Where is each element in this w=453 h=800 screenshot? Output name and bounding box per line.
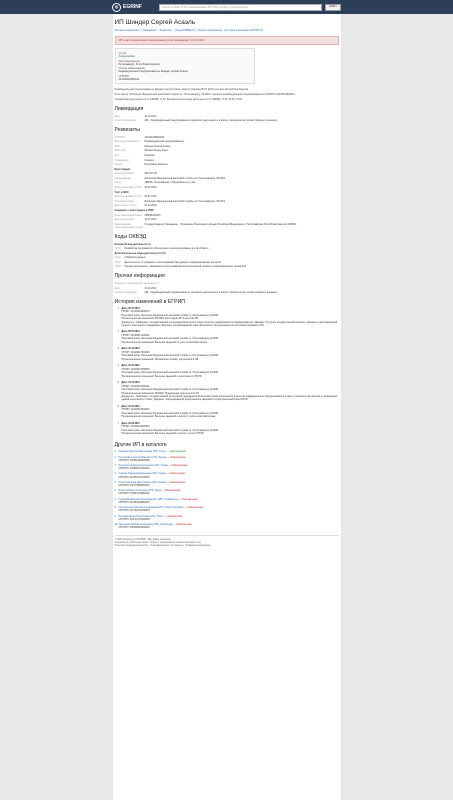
kv-value: Шиндер Сергей Асаэль <box>144 144 171 148</box>
history-reason: Причина внесения изменений: Исправление ошибки, допущенной в ПФ <box>121 358 199 361</box>
status-label: Статус: <box>118 52 128 56</box>
history-reason: Причина внесения изменений: Внесение сведений о снятии с учета в налоговом органе <box>121 416 216 419</box>
others-ogrn: ОГРНИП: 310450123700016 <box>118 475 150 479</box>
okved-desc: Прочая деятельность, связанная с использованием вычислительной техники и информационных технологий <box>124 265 247 269</box>
okved-code: 72.20 <box>114 247 121 250</box>
history-date-text: Дата: 05.07.2013 <box>121 308 140 310</box>
history-grn: ГРНИП: 413100117101621 <box>121 334 150 337</box>
kv-row <box>115 145 339 148</box>
others-list <box>115 450 339 529</box>
ogrnip-label: ОГРНИП: <box>118 74 130 78</box>
kv-row <box>115 204 339 207</box>
kv-key: Налоговый орган <box>114 199 134 203</box>
ogrnip-value: 313100118600014 <box>118 77 140 81</box>
anchor-link-summary[interactable]: Краткая информация <box>114 29 140 33</box>
okved-code: 72.60 <box>114 265 121 269</box>
kv-value: 05.07.2013 <box>144 185 157 189</box>
others-status: Ликвидирован <box>169 472 186 476</box>
kv-row <box>115 177 339 180</box>
others-status: Ликвидирован <box>166 514 183 518</box>
others-item <box>115 450 339 453</box>
okved-row <box>115 265 339 268</box>
place-value: Петрозаводск, Республика Карелия <box>118 62 160 66</box>
history-heading: История изменений в ЕГРИП <box>114 299 186 306</box>
others-line: Леонова Ирина Николаевна (ИП), Томск — Ликвидирован <box>118 514 183 518</box>
history-org: Налоговый орган: Инспекция Федеральной налоговой службы по г.Петрозаводску, 49-0001 <box>121 355 219 358</box>
okved-heading: Коды ОКВЭД <box>114 234 147 240</box>
requisites-heading: Реквизиты <box>114 127 140 134</box>
kv-value: 31.10.2013 <box>144 114 157 118</box>
kv-row <box>115 195 339 198</box>
others-ogrn: ОГРНИП: 304770808500213 <box>118 484 150 487</box>
others-number: 4. <box>114 472 117 476</box>
others-item <box>115 515 339 521</box>
kv-value: Государственное Учреждение - Управление Пенсионного фонда Российской Федерации в г.Петрозаводске Республики Карелия, 008001 <box>144 222 297 226</box>
kv-row <box>115 223 339 229</box>
liquidation-heading: Ликвидация <box>114 105 144 112</box>
logo-text: EGRINF <box>123 3 142 10</box>
history-item <box>118 382 339 402</box>
others-link[interactable]: Семёна Надежда Евгеньевна (ИП), Курган <box>118 472 166 476</box>
others-status: Ликвидирован <box>169 455 186 459</box>
history-number: 3. <box>117 348 120 351</box>
history-reason: Причина внесения изменений: Внесение сведений об учете в налоговом органе <box>121 341 208 344</box>
others-number: 9. <box>114 514 117 518</box>
anchor-link-liquidation[interactable]: Ликвидация <box>142 29 157 33</box>
kv-value: 31.10.2013 <box>144 286 157 290</box>
history-org: Налоговый орган: Инспекция Федеральной налоговой службы по г.Петрозаводску, 49-0001 <box>121 412 219 415</box>
kv-value: 201 - Индивидуальный предприниматель прекратил деятельность в связи с принятием им соответствующего решения <box>144 291 277 295</box>
kv-key: Дата регистрации ОГРН <box>114 185 142 189</box>
history-docs: Документы: • Заявление о государственной регистрации прекращения физическим лицом деятельности в качестве индивидуального предпринимателя в связи с принятием им решения о прекращении данной деятельности • Иное • Документ, подтверждающий представление сведений в территориальный орган ПФ РФ <box>121 396 337 402</box>
kv-key: Дата регистрации <box>114 218 135 222</box>
others-link[interactable]: Гусейнова Евгений Александрович (ИП), Ставрополь <box>118 497 178 501</box>
history-list <box>118 308 339 437</box>
other-info-section <box>115 282 339 294</box>
history-org: Налоговый орган: Инспекция Федеральной налоговой службы по г.Петрозаводску, 49-0001 <box>121 389 219 392</box>
kv-value: Мужской <box>144 153 155 157</box>
kv-value: 05.07.2013 <box>144 195 157 199</box>
history-reason: Причина внесения изменений: (P26001) Прекращение деятельности ИП <box>121 392 199 395</box>
others-number: 1. <box>114 450 117 454</box>
top-navigation-bar <box>0 0 453 14</box>
kv-key: Регистрационный номер <box>114 213 142 217</box>
kv-value: Инспекция Федеральной налоговой службы по г.Петрозаводску, 49-0001 <box>144 199 226 203</box>
full-name-value: Индивидуальный предприниматель Шиндер Сергей Асаэль <box>118 70 188 74</box>
others-status: Действующий <box>170 450 186 454</box>
kv-key: Вид предпринимателя <box>114 140 140 144</box>
kv-row <box>115 140 339 143</box>
others-number: 8. <box>114 506 117 510</box>
others-body <box>119 523 192 529</box>
history-grn: ГРНИП: 413100118604940 <box>121 409 150 412</box>
others-link[interactable]: Нестерова Алексей Иванович (ИП), Курган <box>118 455 167 459</box>
kv-value: Инспекция Федеральной налоговой службы по г.Петрозаводску, 49-0001 <box>144 176 226 180</box>
others-item <box>115 489 339 495</box>
others-ogrn: ОГРНИП: 312265136800022 <box>118 500 150 504</box>
others-status: Ликвидирован <box>171 464 188 467</box>
kv-row <box>115 186 339 189</box>
history-body <box>122 365 339 379</box>
main-content <box>113 14 341 800</box>
kv-key: Дата снятия с учёта <box>114 204 137 208</box>
others-body <box>119 489 181 495</box>
okved-row <box>115 256 339 259</box>
kv-key: Адрес <box>114 181 122 185</box>
others-status: Ликвидирован <box>169 480 186 484</box>
footer-line: Подписка на обновления сайта · Список с информацией административных лиц <box>114 542 201 545</box>
intro-paragraph: Основной вид деятельности по ОКВЭД: 72.30. Дополнительные виды деятельности по ОКВЭД: 72.30, 72.40, 72.60. <box>114 97 243 101</box>
history-body <box>122 348 339 362</box>
others-body <box>119 456 186 462</box>
others-item <box>115 481 339 487</box>
history-number: 6. <box>117 405 120 408</box>
others-ogrn: ОГРНИП: 304450106000269 <box>118 458 150 462</box>
others-link[interactable]: Тарнецкая Любовь Алексеевна (ИП), Краснодар <box>118 523 173 527</box>
others-link[interactable]: Болотов Борис Сергеевич (ИП), Тверь <box>118 489 162 493</box>
history-item <box>118 331 339 345</box>
others-item <box>115 456 339 462</box>
kv-key: Дата регистрации <box>114 172 135 176</box>
others-number: 7. <box>114 497 117 501</box>
history-item <box>118 365 339 379</box>
history-item <box>118 308 339 328</box>
others-item <box>115 498 339 504</box>
other-info-subtitle: Сведения о прекращении деятельности <box>114 282 159 286</box>
summary-card <box>115 48 255 84</box>
others-body <box>119 498 198 504</box>
breadcrumb: Краткая информация | Ликвидация | Реквизиты | Коды ОКВЭД (3) | Прочая информация | История изменений в ЕГРИП (7) <box>114 29 264 33</box>
others-number: 5. <box>114 480 117 484</box>
others-heading: Другие ИП в каталоге <box>114 441 167 448</box>
requisites-section <box>115 136 339 229</box>
kv-value: 12.07.2013 <box>144 218 157 222</box>
anchor-link-other[interactable]: Прочая информация <box>197 29 223 33</box>
others-status: Ликвидирован <box>187 506 204 510</box>
history-grn: ГРНИП: 313100118600014 <box>121 311 150 314</box>
history-org: Налоговый орган: Инспекция Федеральной налоговой службы по г.Петрозаводску, 49-0001 <box>121 314 219 317</box>
others-item <box>115 464 339 470</box>
others-line: Малаева Наталья Викторовна (ИП), Сургут — Действующий <box>118 450 186 454</box>
history-docs: Документы: • Заявление о государственной регистрации физического лица в качестве индивидуального предпринимателя • Документ об уплате государственной пошлины • Документ, удостоверяющий личность иностранного гражданина • Документ, подтверждающий право физического лица временно или постоянно проживать в РФ <box>121 321 337 327</box>
kv-key: ОГРНИП <box>114 135 125 139</box>
others-body <box>119 481 186 487</box>
others-link[interactable]: Малаева Наталья Викторовна (ИП), Сургут <box>118 450 167 454</box>
others-line: Семёна Надежда Евгеньевна (ИП), Курган — Ликвидирован <box>118 472 186 476</box>
others-link[interactable]: Пушилин Людмила Алексеевна (ИП), Пермь <box>118 464 168 467</box>
kv-key: Наименование <box>114 176 132 180</box>
okved-desc: Обработка данных <box>124 256 146 260</box>
okved-desc: Деятельность по созданию и использованию баз данных и информационных ресурсов <box>124 260 222 264</box>
footer <box>115 535 339 548</box>
history-org: Налоговый орган: Инспекция Федеральной налоговой службы по г.Петрозаводску, 49-0001 <box>121 429 219 432</box>
kv-value: Индивидуальный предприниматель <box>144 140 185 144</box>
kv-key: ФИО <box>114 144 120 148</box>
okved-row <box>115 247 339 250</box>
others-line: Пушилин Людмила Алексеевна (ИП), Пермь — Ликвидирован <box>118 464 188 467</box>
fns-subheading: Учёт в ФНС <box>114 191 129 195</box>
kv-value: 2013-07-05 <box>144 172 157 176</box>
history-date-text: Дата: 16.10.2013 <box>121 365 140 368</box>
others-body <box>119 450 186 453</box>
kv-value: 008001024679 <box>144 213 161 217</box>
footer-line: © 2020, Вопросы по ЕГРИНФ · Все права защищены <box>114 539 171 542</box>
anchor-link-history[interactable]: История изменений в ЕГРИП (7) <box>225 29 264 33</box>
kv-key: Способ ликвидации <box>114 291 137 295</box>
history-date-text: Дата: 31.10.2013 <box>121 382 140 385</box>
others-line: Нестерова Алексей Иванович (ИП), Курган — Ликвидирован <box>118 455 186 459</box>
history-number: 7. <box>117 422 120 425</box>
history-number: 5. <box>117 382 120 385</box>
others-ogrn: ОГРНИП: 307691178800046 <box>118 492 150 496</box>
other-info-heading: Прочая информация <box>114 273 165 280</box>
okved-main-label: Основной вид деятельности <box>114 242 151 246</box>
okved-section <box>115 243 339 269</box>
others-status: Ликвидирован <box>164 489 181 493</box>
others-number: 3. <box>114 464 117 467</box>
anchor-link-requisites[interactable]: Реквизиты <box>159 29 173 33</box>
history-body <box>122 406 339 420</box>
kv-key: Наименование территориального органа <box>114 222 143 229</box>
others-line: Тарнецкая Любовь Алексеевна (ИП), Краснодар — Ликвидирован <box>118 523 192 527</box>
others-item <box>115 523 339 529</box>
history-date-text: Дата: 31.10.2013 <box>121 405 140 408</box>
history-number: 2. <box>117 331 120 334</box>
history-number: 4. <box>117 365 120 368</box>
kv-row <box>115 163 339 166</box>
history-item <box>118 348 339 362</box>
history-grn: ГРНИП: 413100117065083 <box>121 368 150 371</box>
kv-value: Shinder Sergey Asael <box>144 149 168 153</box>
intro-paragraph: Регистратор "Инспекция Федеральной налоговой службы по г.Петрозаводску, 49-0001" присвоил индивидуальному предпринимателю ОГРНИП 313100118600014. <box>114 92 296 96</box>
kv-value: 185035, Петрозаводск г, Московская ул, д.12а <box>144 181 196 185</box>
others-line: Колесникова Анастасия Андреевна (ИП), Санкт-Петербург — Ликвидирован <box>118 506 204 510</box>
full-name-label: Полное наименование: <box>118 67 146 71</box>
kv-value: Республика Карелия <box>144 163 168 167</box>
others-link[interactable]: Леонова Ирина Николаевна (ИП), Томск <box>118 514 164 518</box>
others-body <box>119 506 204 512</box>
kv-row <box>115 159 339 162</box>
history-item <box>118 406 339 420</box>
status-value: Ликвидирован <box>118 55 136 59</box>
kv-key: Пол <box>114 153 119 157</box>
kv-row <box>115 200 339 203</box>
kv-row <box>115 291 339 294</box>
kv-row <box>115 136 339 139</box>
others-item <box>115 506 339 512</box>
others-body <box>119 515 183 521</box>
history-date-text: Дата: 15.10.2013 <box>121 348 140 351</box>
history-reason: Причина внесения изменений: Внесение сведений о регистрации в ПФ РФ <box>121 375 202 378</box>
kv-value: Израиль <box>144 158 154 162</box>
okved-desc: Разработка программного обеспечения и консультирование в этой области <box>124 247 209 250</box>
others-status: Ликвидирован <box>181 497 198 501</box>
others-status: Ликвидирован <box>175 523 192 527</box>
kv-key: Дата постановки на учёт <box>114 195 142 199</box>
history-body <box>122 423 339 437</box>
others-line: Болотская Анна Дмитриевна (ИП), Москва — Ликвидирован <box>118 480 186 484</box>
history-body <box>122 382 339 402</box>
okved-extra-label: Дополнительные виды деятельности (3) <box>114 252 166 256</box>
history-body <box>122 308 339 328</box>
other-info-sub <box>115 282 339 285</box>
kv-key: Гражданство <box>114 158 129 162</box>
kv-row <box>115 149 339 152</box>
registration-subheading: Регистрация <box>114 168 131 172</box>
history-date-text: Дата: 05.07.2013 <box>121 331 140 334</box>
place-label: Местонахождение: <box>118 59 141 63</box>
liquidation-alert: ИП в настоящее время ликвидирован (дата ликвидации: 31.10.2013) <box>115 36 339 46</box>
history-date-text: Дата: 18.02.2014 <box>121 422 140 425</box>
kv-row <box>115 181 339 184</box>
kv-value: 201 - Индивидуальный предприниматель прекратил деятельность в связи с принятием им соответствующего решения <box>144 119 277 123</box>
kv-value: 313100118600014 <box>144 135 165 139</box>
kv-row <box>115 214 339 217</box>
pfr-subheading: Сведения о регистрации в ПФР <box>114 209 154 213</box>
globe-icon: ◎ <box>112 3 121 12</box>
others-line: Гусейнова Евгений Александрович (ИП), Ставрополь — Ликвидирован <box>118 497 198 501</box>
history-grn: ГРНИП: 413100117043445 <box>121 351 150 354</box>
kv-row <box>115 172 339 175</box>
kv-key: ФИО (лат) <box>114 149 126 153</box>
history-item <box>118 423 339 437</box>
others-number: 6. <box>114 489 117 493</box>
history-number: 1. <box>117 308 120 310</box>
footer-line: Политика конфиденциальности · Пользовательское соглашение · Правовая информация <box>114 545 211 548</box>
kv-key: Регион <box>114 163 123 167</box>
kv-row <box>115 154 339 157</box>
liquidation-section <box>115 115 339 123</box>
others-ogrn: ОГРНИП: 304701703200085 <box>118 517 150 521</box>
history-org: Налоговый орган: Инспекция Федеральной налоговой службы по г.Петрозаводску, 49-0001 <box>121 338 219 341</box>
others-link[interactable]: Болотская Анна Дмитриевна (ИП), Москва <box>118 480 166 484</box>
history-org: Налоговый орган: Инспекция Федеральной налоговой службы по г.Петрозаводску, 49-0001 <box>121 372 219 375</box>
kv-value: 31.10.2013 <box>144 204 157 208</box>
site-logo[interactable] <box>112 3 156 12</box>
others-number: 2. <box>114 455 117 459</box>
history-reason: Причина внесения изменений: (P21001) Регистрация ИП в качестве ИП <box>121 318 199 321</box>
others-body <box>119 464 188 470</box>
history-grn: ГРНИП: 413100118603112 <box>121 385 150 388</box>
intro-text <box>115 88 339 101</box>
kv-row <box>115 119 339 122</box>
kv-key: Дата <box>114 286 120 290</box>
others-ogrn: ОГРНИП: 307784702600576 <box>118 509 150 513</box>
kv-key: Дата <box>114 114 120 118</box>
kv-row <box>115 115 339 118</box>
kv-row <box>115 287 339 290</box>
others-ogrn: ОГРНИП: 305230926800015 <box>118 526 150 530</box>
kv-key: Способ ликвидации <box>114 119 137 123</box>
page-title: ИП Шиндер Сергей Асаэль <box>114 19 196 26</box>
others-body <box>119 472 186 478</box>
others-item <box>115 472 339 478</box>
history-grn: ГРНИП: 414100100006531 <box>121 426 150 429</box>
okved-row <box>115 261 339 264</box>
others-line: Болотов Борис Сергеевич (ИП), Тверь — Ликвидирован <box>118 489 181 493</box>
anchor-link-okved[interactable]: Коды ОКВЭД (3) <box>175 29 195 33</box>
others-link[interactable]: Колесникова Анастасия Андреевна (ИП), Санкт-Петербург <box>118 506 184 510</box>
history-body <box>122 331 339 345</box>
history-reason: Причина внесения изменений: Внесение сведений о снятии с учета в ПФ РФ <box>121 433 204 436</box>
others-ogrn: ОГРНИП: 304590414400024 <box>118 467 150 471</box>
search-input[interactable]: Поиск по ИНН, ОГРН, наименованию ИП и ЮЛ, адресу и руководителю <box>159 4 322 11</box>
intro-paragraph: Индивидуальный предприниматель Шиндер Сергей Асаэль зарегистрирован 05.07.2013 в регионе Республика Карелия. <box>114 88 249 92</box>
okved-code: 72.40 <box>114 260 121 264</box>
search-button[interactable]: Найти <box>325 4 341 11</box>
kv-row <box>115 218 339 221</box>
others-number: 10. <box>114 523 118 527</box>
okved-code: 72.30 <box>114 256 121 260</box>
